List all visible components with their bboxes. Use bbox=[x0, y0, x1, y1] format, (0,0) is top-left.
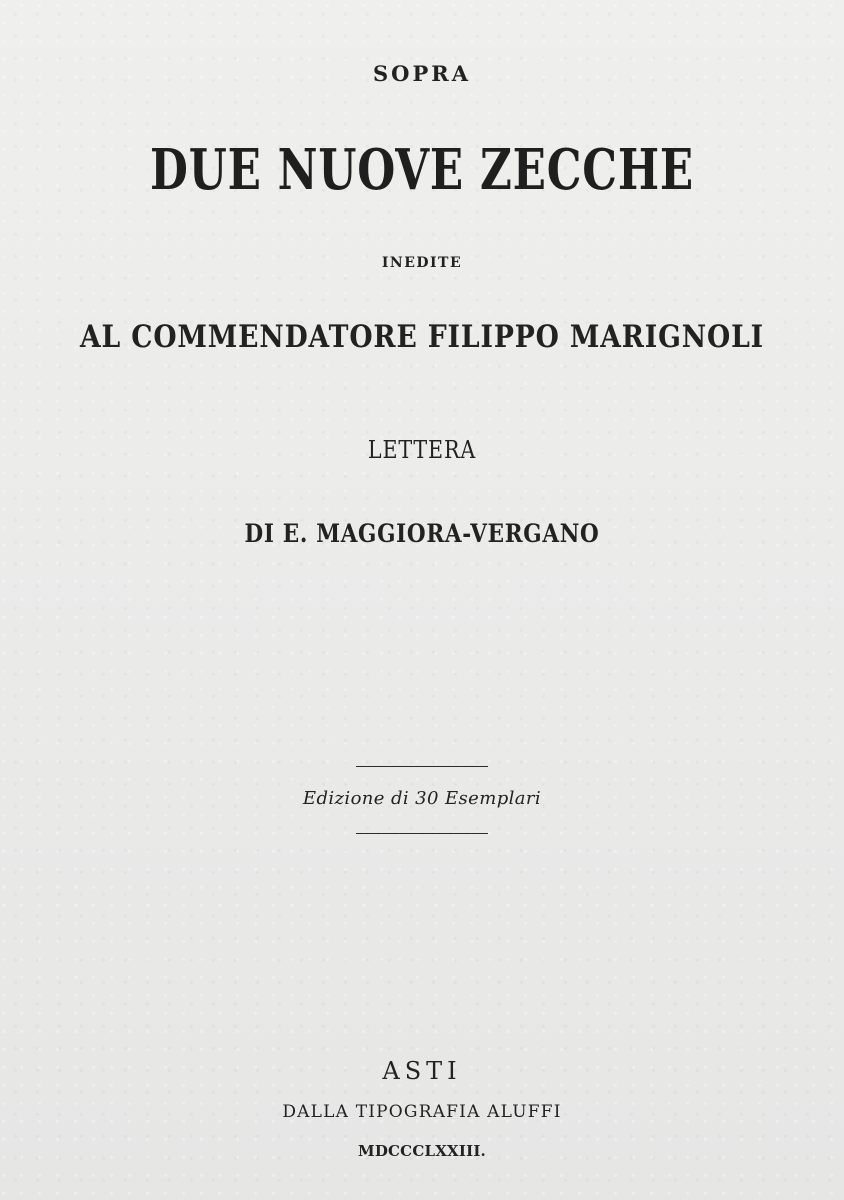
bottom-divider bbox=[356, 833, 488, 834]
author-line: DI E. MAGGIORA-VERGANO bbox=[244, 519, 600, 548]
subtitle-small: INEDITE bbox=[381, 255, 463, 271]
top-divider bbox=[356, 766, 488, 767]
document-title: DUE NUOVE ZECCHE bbox=[150, 137, 694, 203]
letter-label: LETTERA bbox=[367, 436, 477, 464]
imprint-place: ASTI bbox=[382, 1057, 462, 1085]
edition-note: Edizione di 30 Esemplari bbox=[302, 788, 542, 809]
imprint-year: MDCCCLXXIII. bbox=[358, 1142, 486, 1160]
heading-top: SOPRA bbox=[373, 61, 471, 86]
addressee-line: AL COMMENDATORE FILIPPO MARIGNOLI bbox=[79, 319, 765, 355]
imprint-printer: DALLA TIPOGRAFIA ALUFFI bbox=[282, 1102, 562, 1122]
